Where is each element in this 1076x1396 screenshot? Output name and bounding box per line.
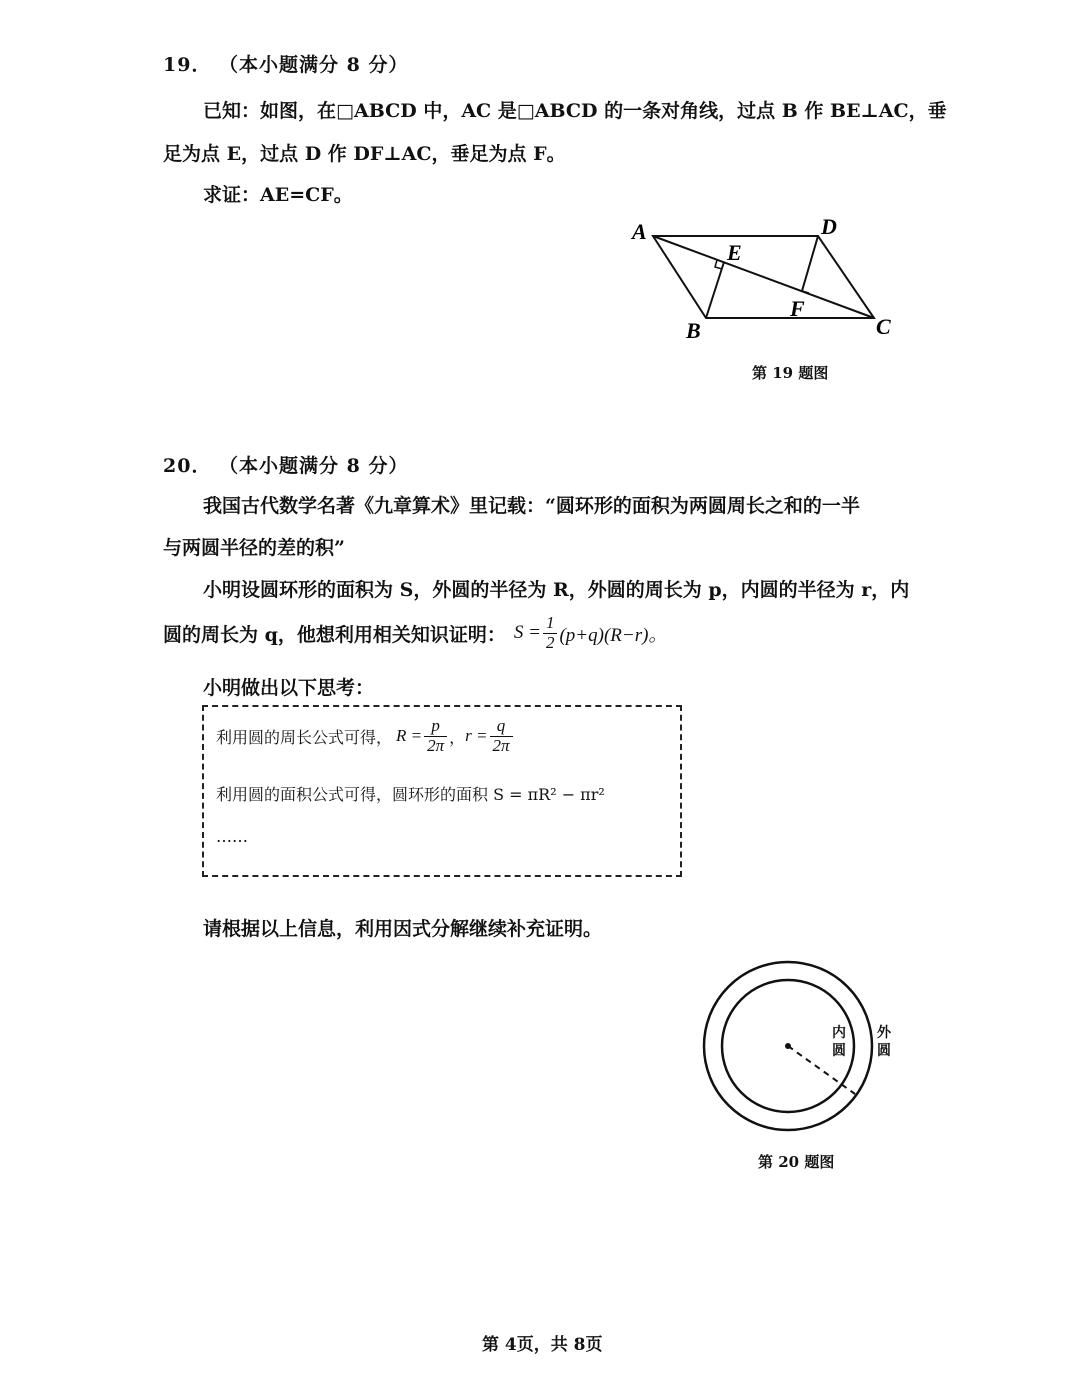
box-small-r-den: 2π xyxy=(492,735,510,755)
formula-half xyxy=(543,614,558,652)
box-line1 xyxy=(216,717,515,755)
outer-circle-label: 外圆 xyxy=(877,1025,891,1059)
parallelogram-figure xyxy=(620,210,910,350)
perpendicular-be xyxy=(706,262,724,318)
formula-half-num: 1 xyxy=(543,614,558,634)
box-line2: 利用圆的面积公式可得，圆环形的面积 S = πR² − πr² xyxy=(216,785,605,804)
box-r-frac xyxy=(424,717,447,755)
q20-thinking: 小明做出以下思考： xyxy=(203,677,375,699)
q19-header: 19． （本小题满分 8 分） xyxy=(163,54,409,76)
formula-s: S = xyxy=(513,622,541,644)
label-a: A xyxy=(632,219,647,244)
formula-half-den: 2 xyxy=(545,632,555,652)
q19-line1: 已知：如图，在□ABCD 中，AC 是□ABCD 的一条对角线，过点 B 作 BE⊥AC，垂 xyxy=(203,100,947,122)
page-footer: 第 4页，共 8页 xyxy=(482,1335,603,1355)
box-line1-prefix: 利用圆的周长公式可得， xyxy=(216,727,393,747)
box-r-den: 2π xyxy=(427,735,445,755)
q20-line4 xyxy=(163,614,667,652)
q20-line1: 我国古代数学名著《九章算术》里记载：“圆环形的面积为两圆周长之和的一半 xyxy=(203,495,860,517)
box-line3: …… xyxy=(216,827,248,846)
box-sep: ， xyxy=(449,727,466,747)
ring-figure xyxy=(700,960,876,1136)
q19-prove: 求证：AE=CF。 xyxy=(203,184,353,206)
box-r-eq: R = xyxy=(396,726,423,746)
box-small-r-frac xyxy=(490,717,513,755)
q20-caption: 第 20 题图 xyxy=(758,1153,835,1171)
q20-header: 20． （本小题满分 8 分） xyxy=(163,455,409,477)
label-d: D xyxy=(821,214,837,239)
box-small-r-num: q xyxy=(490,717,513,737)
label-e: E xyxy=(727,240,742,265)
inner-circle-label: 内圆 xyxy=(832,1025,846,1059)
q19-caption: 第 19 题图 xyxy=(752,364,829,382)
diagonal-ac xyxy=(653,236,874,318)
q20-line4-prefix: 圆的周长为 q，他想利用相关知识证明： xyxy=(163,623,506,646)
label-c: C xyxy=(876,314,891,339)
label-f: F xyxy=(790,296,805,321)
thinking-box xyxy=(202,705,682,877)
box-small-r-eq: r = xyxy=(465,726,488,746)
q19-line2: 足为点 E，过点 D 作 DF⊥AC，垂足为点 F。 xyxy=(163,143,566,165)
label-b: B xyxy=(686,318,701,343)
box-r-num: p xyxy=(424,717,447,737)
perpendicular-df xyxy=(802,236,818,291)
q20-instruction: 请根据以上信息，利用因式分解继续补充证明。 xyxy=(203,918,603,940)
formula-rest: (p+q)(R−r)。 xyxy=(559,624,668,646)
q20-line2: 与两圆半径的差的积” xyxy=(163,537,345,559)
right-angle-f xyxy=(802,284,809,293)
q20-line3: 小明设圆环形的面积为 S，外圆的半径为 R，外圆的周长为 p，内圆的半径为 r，内 xyxy=(203,579,910,601)
